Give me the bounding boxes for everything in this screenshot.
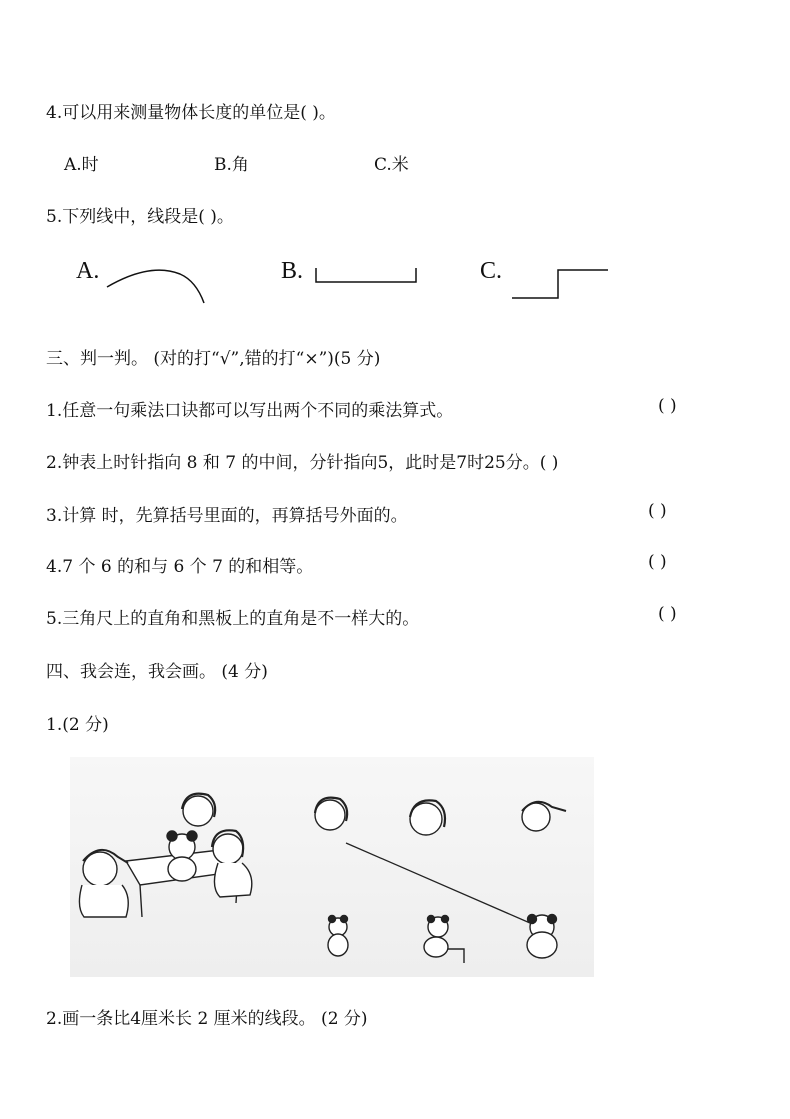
section-3-heading: 三、判一判。 (对的打“√”,错的打“×”)(5 分): [46, 349, 381, 369]
question-4-text: 4.可以用来测量物体长度的单位是( )。: [46, 103, 336, 123]
judge-answer-1[interactable]: ( ): [658, 396, 677, 416]
section-4-heading: 四、我会连，我会画。 (4 分): [46, 662, 268, 682]
connecting-line: [346, 843, 530, 923]
q4-option-c: C.米: [374, 155, 409, 175]
judge-answer-3[interactable]: ( ): [648, 501, 667, 521]
q4-option-a: A.时: [64, 155, 99, 175]
step-line-shape-c: [0, 0, 790, 320]
boy-cap-face-icon: [522, 802, 566, 831]
judge-item-2: 2.钟表上时针指向 8 和 7 的中间，分针指向5，此时是7时25分。( ): [46, 453, 559, 473]
panda-2-icon: [424, 916, 464, 964]
shape-c-label: C.: [480, 258, 503, 284]
matching-illustration: [70, 757, 594, 977]
girl-face-1-icon: [315, 798, 347, 830]
section-4-q1-label: 1.(2 分): [46, 715, 109, 735]
shape-b-label: B.: [281, 258, 304, 284]
judge-item-5: 5.三角尺上的直角和黑板上的直角是不一样大的。: [46, 609, 420, 629]
panda-1-icon: [328, 916, 348, 957]
question-5-text: 5.下列线中，线段是( )。: [46, 207, 234, 227]
judge-item-4: 4.7 个 6 的和与 6 个 7 的和相等。: [46, 557, 314, 577]
judge-item-1: 1.任意一句乘法口诀都可以写出两个不同的乘法算式。: [46, 401, 454, 421]
judge-item-3: 3.计算 时，先算括号里面的，再算括号外面的。: [46, 506, 408, 526]
girl-face-2-icon: [410, 800, 445, 835]
table-scene-icon: [79, 794, 251, 917]
judge-answer-5[interactable]: ( ): [658, 604, 677, 624]
section-4-q2-text: 2.画一条比4厘米长 2 厘米的线段。 (2 分): [46, 1009, 368, 1029]
judge-answer-4[interactable]: ( ): [648, 552, 667, 572]
illustration-drawing: [70, 757, 594, 977]
q4-option-b: B.角: [214, 155, 249, 175]
panda-3-icon: [527, 915, 557, 959]
shape-a-label: A.: [76, 258, 100, 284]
